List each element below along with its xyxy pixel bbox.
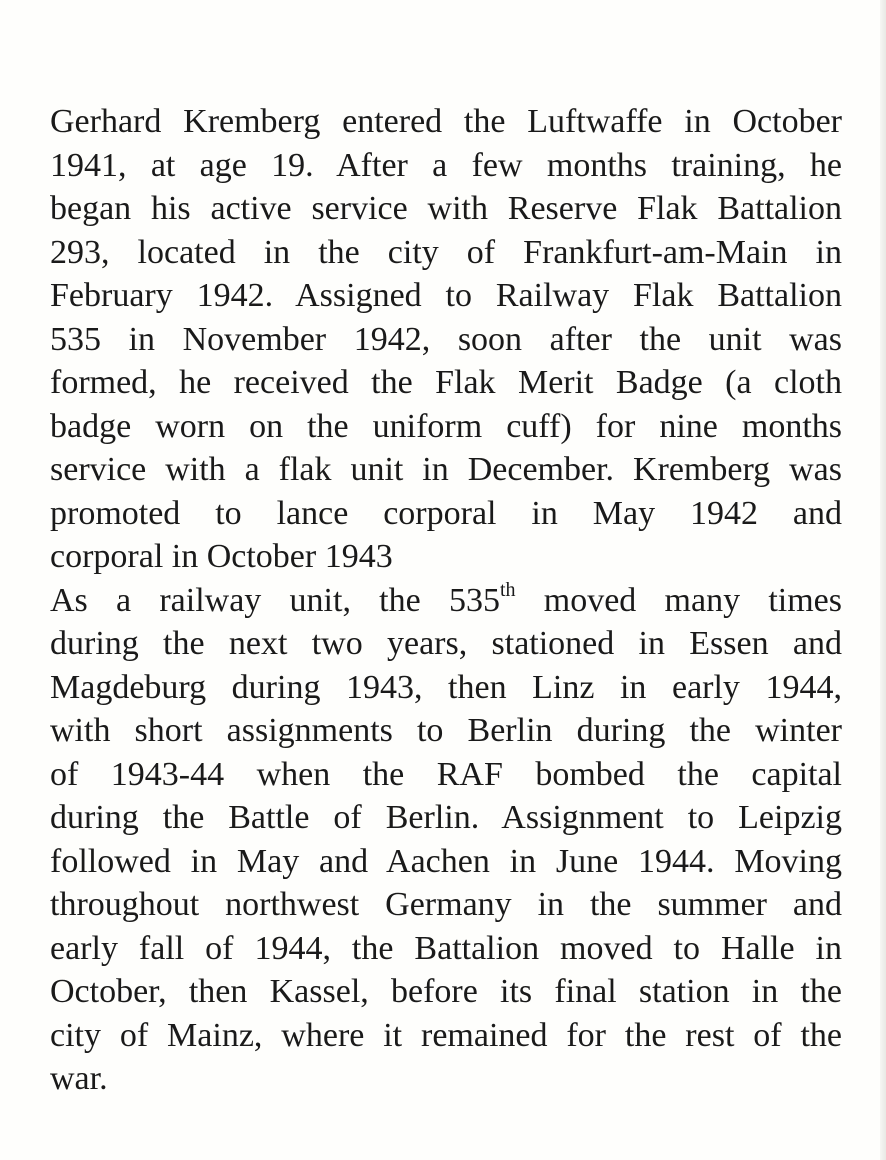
text-line: corporal in October 1943 xyxy=(50,538,393,575)
text-line: with short assignments to Berlin during the winter xyxy=(50,712,842,749)
text-line: promoted to lance corporal in May 1942 and xyxy=(50,494,842,532)
text-line: city of Mainz, where it remained for the rest of the xyxy=(50,1016,842,1054)
text-line-with-superscript xyxy=(50,579,842,623)
text-line: during the next two years, stationed in Essen and xyxy=(50,625,842,662)
text-segment: As a railway unit, the 535 xyxy=(50,581,500,619)
text-line: Gerhard Kremberg entered the Luftwaffe in October xyxy=(50,103,842,140)
text-line: followed in May and Aachen in June 1944. Moving xyxy=(50,842,842,880)
text-line: 1941, at age 19. After a few months training, he xyxy=(50,146,842,184)
text-line: throughout northwest Germany in the summer and xyxy=(50,886,842,923)
text-line: 293, located in the city of Frankfurt-am-Main in xyxy=(50,233,842,271)
text-line: Magdeburg during 1943, then Linz in early 1944, xyxy=(50,668,842,706)
text-line: February 1942. Assigned to Railway Flak Battalion xyxy=(50,277,842,314)
ordinal-superscript: th xyxy=(499,578,516,601)
text-line: badge worn on the uniform cuff) for nine months xyxy=(50,407,842,445)
text-line: formed, he received the Flak Merit Badge (a cloth xyxy=(50,364,842,401)
text-line: early fall of 1944, the Battalion moved to Halle in xyxy=(50,929,842,967)
text-segment: moved many times xyxy=(515,581,842,619)
text-line: October, then Kassel, before its final station in the xyxy=(50,973,842,1010)
text-line: during the Battle of Berlin. Assignment to Leipzig xyxy=(50,799,842,836)
body-text xyxy=(50,100,842,1101)
text-line: of 1943-44 when the RAF bombed the capital xyxy=(50,755,842,793)
text-line: 535 in November 1942, soon after the unit was xyxy=(50,320,842,358)
text-line: began his active service with Reserve Flak Battalion xyxy=(50,190,842,227)
text-line: service with a flak unit in December. Kremberg was xyxy=(50,451,842,488)
page-edge-shadow xyxy=(880,0,886,1160)
text-line: war. xyxy=(50,1060,108,1097)
paragraph-1 xyxy=(50,100,842,579)
paragraph-2 xyxy=(50,579,842,1101)
